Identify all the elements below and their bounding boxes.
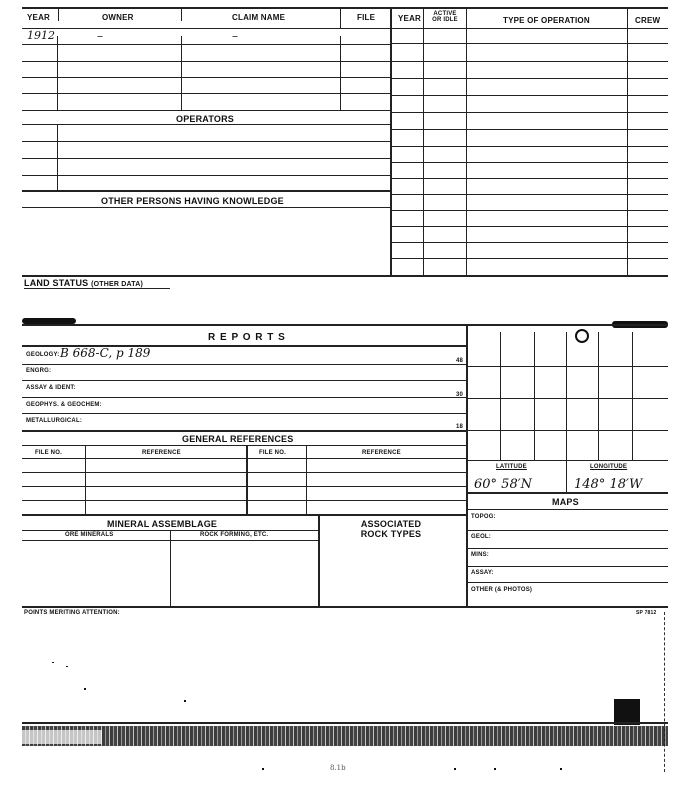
row-line [22,77,390,78]
speckle [454,768,456,770]
row-line [390,178,668,179]
col-divider [181,9,182,21]
header-rule [22,28,668,29]
assay-ident-label: ASSAY & IDENT: [26,385,76,391]
speckle [66,666,68,667]
row-line [22,175,390,176]
ref-col-reference-1: REFERENCE [142,450,181,456]
metallurgical-code: 18 [456,424,464,430]
reports-top-rule [22,324,668,326]
row-line [466,582,668,583]
entry-claim-name: – [232,29,238,43]
speckle [52,662,54,663]
row-line [390,112,668,113]
general-references-header: GENERAL REFERENCES [182,434,294,444]
reports-header: R E P O R T S [208,332,286,343]
speckle [560,768,562,770]
edge-line [664,612,665,772]
land-status-label: LAND STATUS (OTHER DATA) [24,278,143,288]
footer-mark: 8.1b [330,764,346,772]
row-line [22,124,390,125]
speckle [184,700,186,702]
associated-rock-types-label: ASSOCIATED ROCK TYPES [360,519,422,539]
row-line [390,194,668,195]
col-file-label: FILE [357,13,376,22]
operators-header: OPERATORS [176,114,234,124]
points-meriting-attention-label: POINTS MERITING ATTENTION: [24,610,120,616]
row-line [22,486,466,487]
row-line [22,514,466,516]
row-line [22,472,466,473]
row-line [466,492,668,494]
row-line [22,93,390,94]
grid-line [534,332,535,460]
geology-value: B 668-C, p 189 [60,346,151,360]
form-number: SP 7812 [636,610,657,616]
longitude-value: 148° 18′W [574,477,643,492]
maps-other-label: OTHER (& PHOTOS) [471,587,533,593]
band-fade [22,730,102,744]
row-line [390,242,668,243]
maps-header: MAPS [552,497,579,507]
row-line [466,530,668,531]
geophys-label: GEOPHYS. & GEOCHEM: [26,402,102,408]
mineral-assemblage-header: MINERAL ASSEMBLAGE [107,519,218,529]
row-line [390,146,668,147]
latitude-value: 60° 58′N [474,477,533,492]
grid-line [566,332,567,492]
row-line [22,380,466,381]
row-line [22,110,390,111]
grid-line [500,332,501,460]
metallurgical-label: METALLURGICAL: [26,418,83,424]
row-line [390,162,668,163]
col-divider [57,36,58,110]
ops-col-crew-label: CREW [635,16,661,25]
row-line [22,190,390,192]
section-divider [466,326,468,606]
row-line [22,61,390,62]
maps-geol-label: GEOL: [471,534,491,540]
entry-year: 1912 [27,29,55,42]
col-divider [340,9,341,28]
grid-line [466,430,668,431]
row-line [390,43,668,44]
col-claim-name-label: CLAIM NAME [232,13,286,22]
geology-label: GEOLOGY: [26,352,60,358]
ore-minerals-label: ORE MINERALS [65,532,114,538]
land-status-underline [24,288,170,289]
top-border [22,7,668,9]
rock-forming-label: ROCK FORMING, ETC. [200,532,269,538]
ops-col-active-label: ACTIVE OR IDLE [432,11,458,23]
row-line [390,129,668,130]
entry-owner: – [97,29,103,43]
row-line [22,430,466,432]
row-line [22,397,466,398]
col-divider [423,9,424,275]
geology-code: 48 [456,358,464,364]
engrg-label: ENGRG: [26,368,52,374]
ref-col-file-no-2: FILE NO. [259,450,286,456]
row-line [466,509,668,510]
row-line [22,606,668,608]
block-bottom-rule [22,275,668,277]
col-year-label: YEAR [27,13,51,22]
col-divider [57,124,58,190]
row-line [390,210,668,211]
grid-line [466,366,668,367]
col-divider [246,445,248,514]
maps-topog-label: TOPOG: [471,514,496,520]
row-line [390,61,668,62]
row-line [22,445,466,446]
grid-line [466,460,668,461]
ops-col-year-label: YEAR [398,14,422,23]
row-line [22,158,390,159]
row-line [466,548,668,549]
maps-mins-label: MINS: [471,552,489,558]
speckle [262,768,264,770]
row-line [390,226,668,227]
band-top-rule [22,722,668,724]
latitude-label: LATITUDE [496,464,527,470]
ref-col-file-no-1: FILE NO. [35,450,62,456]
location-marker-icon [575,329,589,343]
speckle [494,768,496,770]
grid-line [632,332,633,460]
col-divider [306,445,307,514]
scan-noise-band [22,726,668,746]
maps-assay-label: ASSAY: [471,570,494,576]
col-divider [340,36,341,110]
assay-code: 30 [456,392,464,398]
row-line [22,458,466,459]
row-line [390,258,668,259]
col-divider [181,36,182,110]
longitude-label: LONGITUDE [590,464,628,470]
row-line [22,207,390,208]
speckle [84,688,86,690]
ops-col-type-label: TYPE OF OPERATION [503,16,590,25]
section-divider [390,7,392,277]
row-line [22,413,466,414]
col-divider [318,514,320,606]
row-line [390,95,668,96]
col-divider [466,9,467,275]
ref-col-reference-2: REFERENCE [362,450,401,456]
row-line [466,566,668,567]
row-line [22,44,390,45]
col-divider [170,530,171,606]
row-line [22,500,466,501]
other-persons-header: OTHER PERSONS HAVING KNOWLEDGE [101,196,284,206]
col-divider [85,445,86,514]
col-divider [58,7,59,21]
row-line [390,78,668,79]
col-owner-label: OWNER [102,13,134,22]
row-line [22,141,390,142]
grid-line [598,332,599,460]
grid-line [466,398,668,399]
row-line [22,364,466,365]
col-divider [627,9,628,275]
